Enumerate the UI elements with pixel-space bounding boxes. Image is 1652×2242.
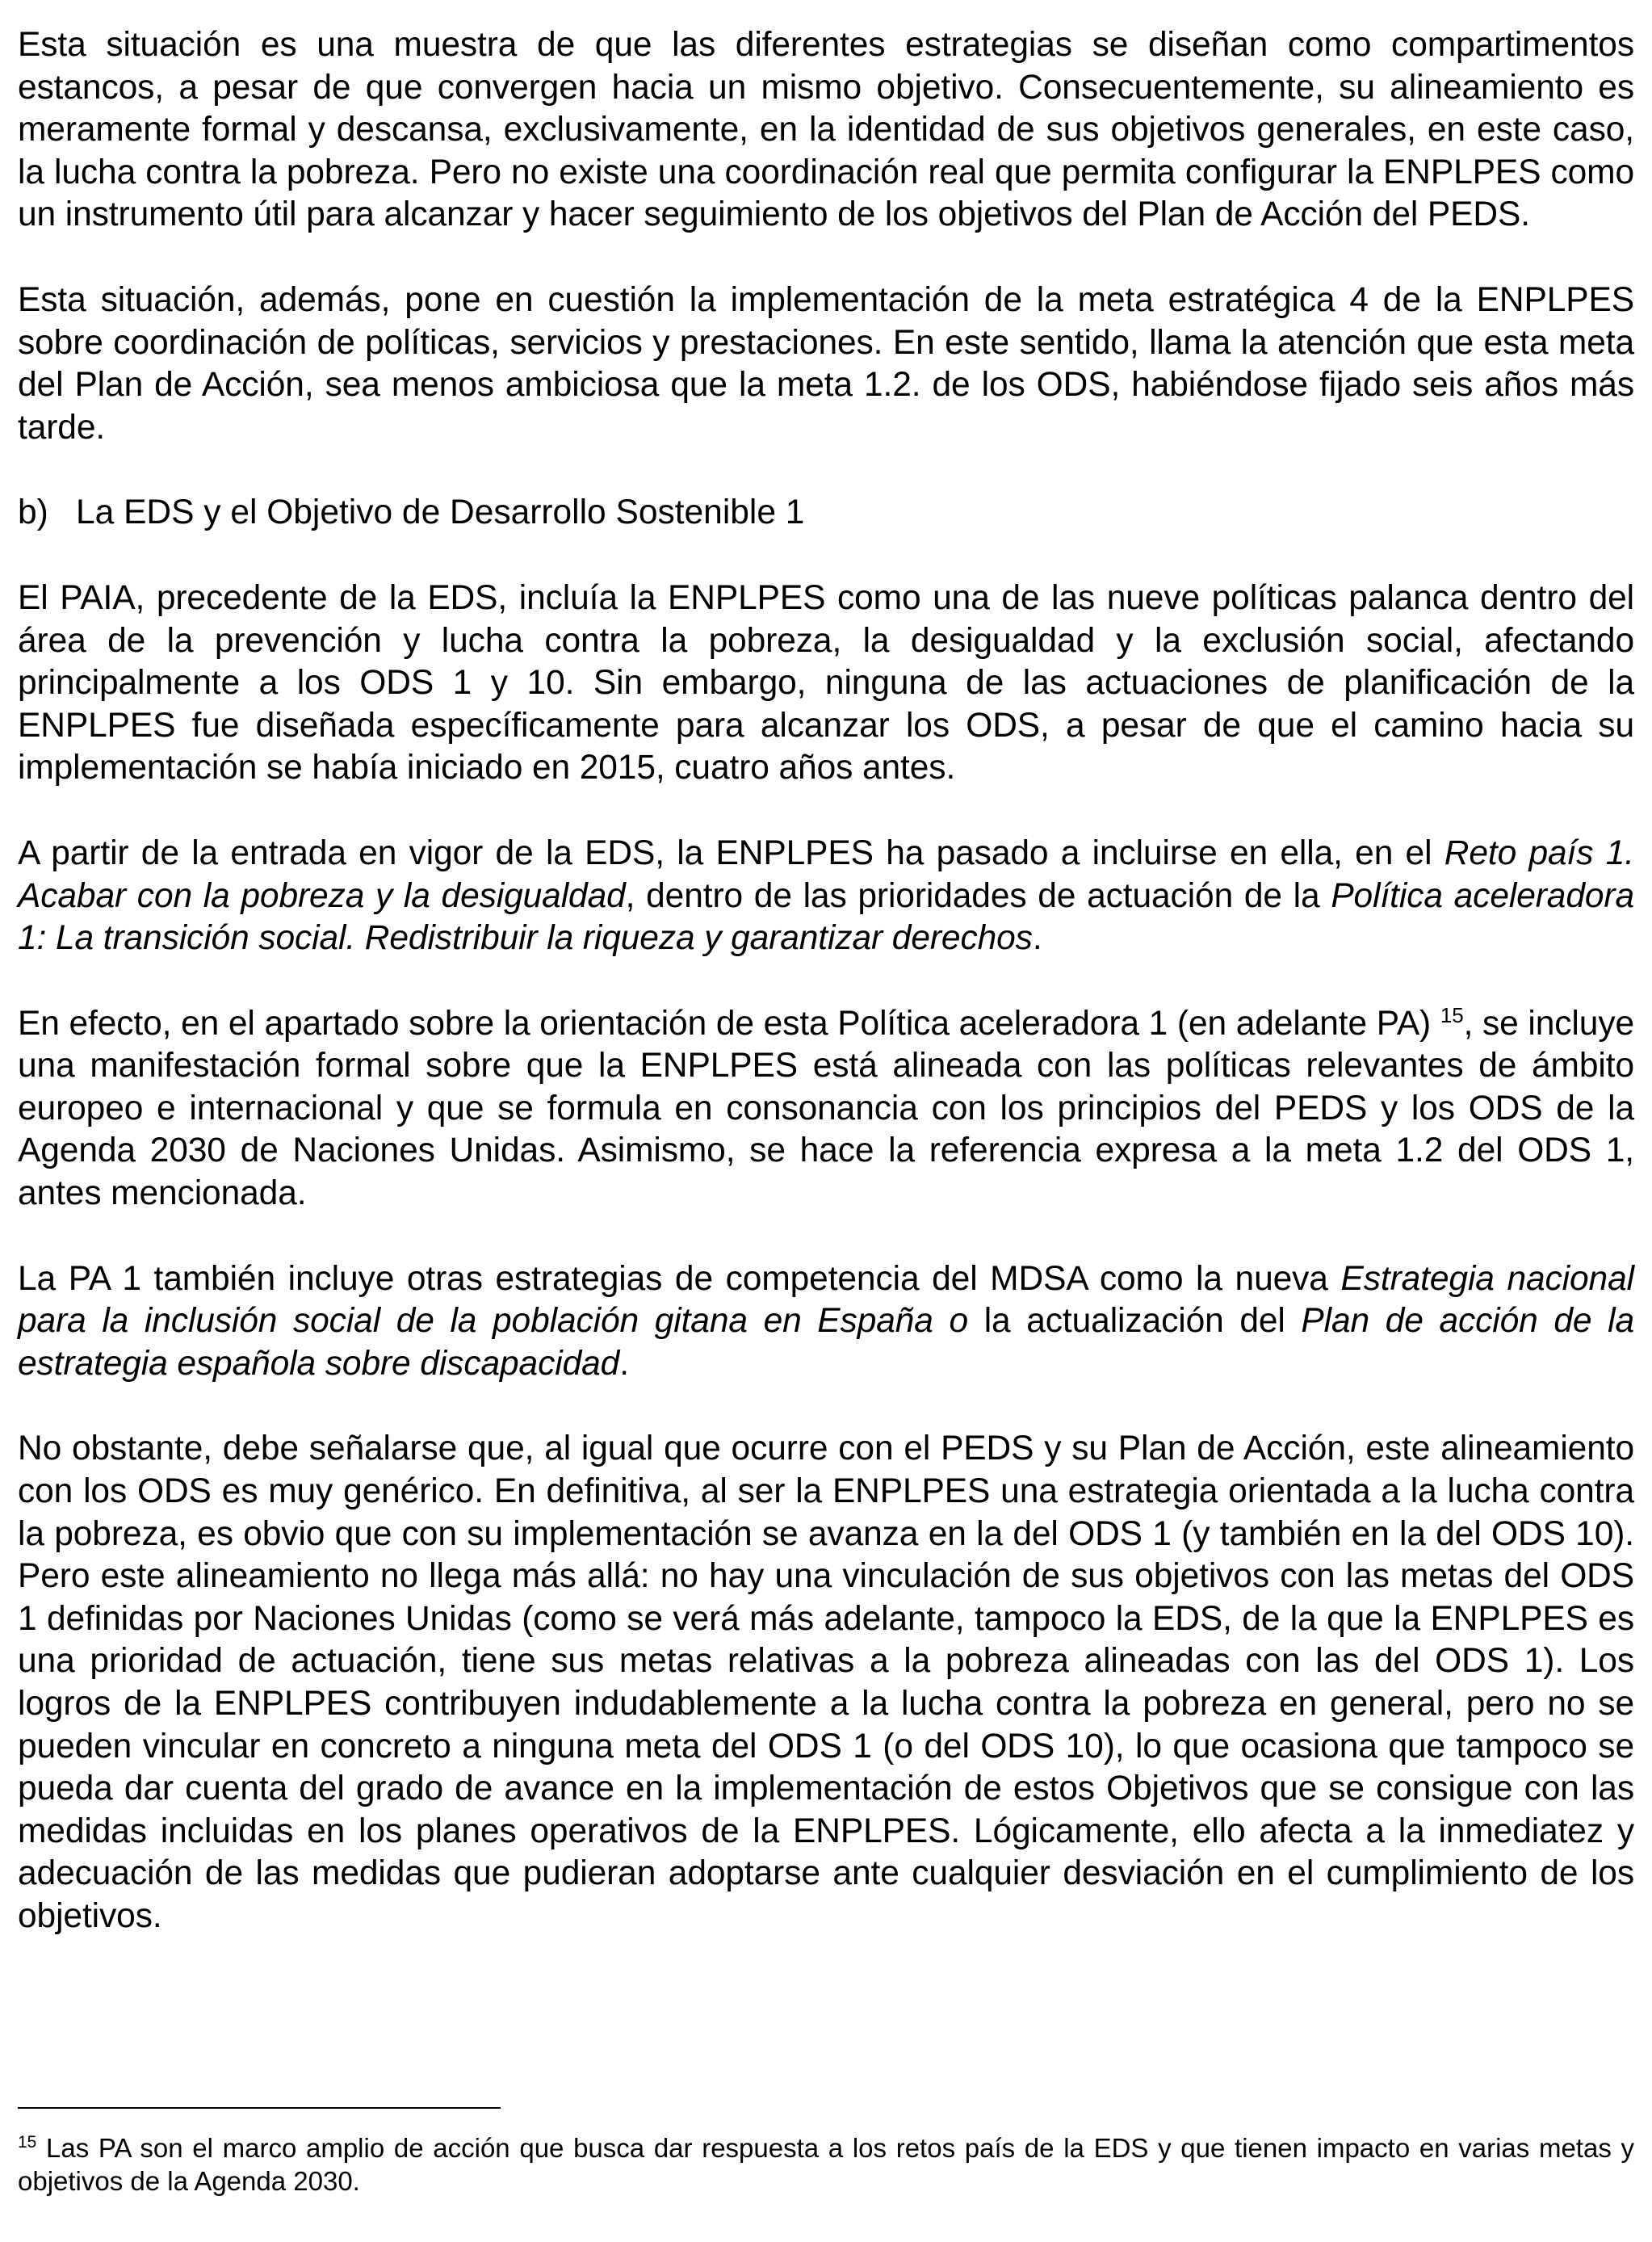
paragraph-3: El PAIA, precedente de la EDS, incluía la ENPLPES como una de las nueve políticas palanca dentro del área de la prevención y lucha contra la pobreza, la desigualdad y la exclusión social, afectando principalmente a los ODS 1 y 10. Sin embargo, ninguna de las actuaciones de planificación de la ENPLPES fue diseñada específicamente para alcanzar los ODS, a pesar de que el camino hacia su implementación se había iniciado en 2015, cuatro años antes. (18, 578, 1634, 787)
document-page (18, 24, 1634, 1981)
footnote-number: 15 (18, 2133, 37, 2152)
paragraph-6-end: . (619, 1344, 629, 1383)
paragraph-6 (18, 1258, 1634, 1386)
section-heading-text: La EDS y el Objetivo de Desarrollo Sostenible 1 (76, 493, 805, 532)
paragraph-1: Esta situación es una muestra de que las diferentes estrategias se diseñan como compartimentos estancos, a pesar de que convergen hacia un mismo objetivo. Consecuentemente, su alineamiento es meramente formal y descansa, exclusivamente, en la identidad de sus objetivos generales, en este caso, la lucha contra la pobreza. Pero no existe una coordinación real que permita configurar la ENPLPES como un instrumento útil para alcanzar y hacer seguimiento de los objetivos del Plan de Acción del PEDS. (18, 26, 1634, 234)
reto-pais-title: Reto país 1. Acabar con la pobreza y la desigualdad (18, 833, 1634, 915)
paragraph-4 (18, 833, 1634, 960)
estrategia-gitana-title: Estrategia nacional para la inclusión social de la población gitana en España o (18, 1259, 1634, 1341)
paragraph-7: No obstante, debe señalarse que, al igual que ocurre con el PEDS y su Plan de Acción, este alineamiento con los ODS es muy genérico. En definitiva, al ser la ENPLPES una estrategia orientada a la lucha contra la pobreza, es obvio que con su implementación se avanza en la del ODS 1 (y también en la del ODS 10). Pero este alineamiento no llega más allá: no hay una vinculación de sus objetivos con las metas del ODS 1 definidas por Naciones Unidas (como se verá más adelante, tampoco la EDS, de la que la ENPLPES es una prioridad de actuación, tiene sus metas relativas a la pobreza alineadas con las del ODS 1). Los logros de la ENPLPES contribuyen indudablemente a la lucha contra la pobreza en general, pero no se pueden vincular en concreto a ninguna meta del ODS 1 (o del ODS 10), lo que ocasiona que tampoco se pueda dar cuenta del grado de avance en la implementación de estos Objetivos que se consigue con las medidas incluidas en los planes operativos de la ENPLPES. Lógicamente, ello afecta a la inmediatez y adecuación de las medidas que pudieran adoptarse ante cualquier desviación en el cumplimiento de los objetivos. (18, 1430, 1634, 1935)
paragraph-4-text-2: , dentro de las prioridades de actuación de la (625, 876, 1331, 915)
plan-discapacidad-title: Plan de acción de la estrategia española sobre discapacidad (18, 1302, 1634, 1383)
paragraph-4-text: A partir de la entrada en vigor de la EDS, la ENPLPES ha pasado a incluirse en ella, en el (18, 833, 1444, 872)
paragraph-5-text: En efecto, en el apartado sobre la orientación de esta Política aceleradora 1 (en adelante PA) (18, 1004, 1440, 1043)
paragraph-2: Esta situación, además, pone en cuestión la implementación de la meta estratégica 4 de la ENPLPES sobre coordinación de políticas, servicios y prestaciones. En este sentido, llama la atención que esta meta del Plan de Acción, sea menos ambiciosa que la meta 1.2. de los ODS, habiéndose fijado seis años más tarde. (18, 280, 1634, 447)
footnote-reference[interactable]: 15 (1440, 1002, 1464, 1027)
section-marker: b) (18, 493, 48, 532)
footnote-separator (18, 2107, 501, 2109)
section-heading (18, 492, 1634, 535)
paragraph-5 (18, 1003, 1634, 1215)
footnote (18, 2132, 1634, 2198)
paragraph-4-end: . (1032, 919, 1042, 958)
paragraph-5-text-2: , se incluye una manifestación formal sobre que la ENPLPES está alineada con las políticas relevantes de ámbito europeo e internacional y que se formula en consonancia con los principios del PEDS y los ODS de la Agenda 2030 de Naciones Unidas. Asimismo, se hace la referencia expresa a la meta 1.2 del ODS 1, antes mencionada. (18, 1004, 1635, 1213)
politica-aceleradora-title: Política aceleradora 1: La transición social. Redistribuir la riqueza y garantizar derechos (18, 876, 1634, 958)
paragraph-6-text-2: la actualización del (968, 1302, 1302, 1341)
paragraph-6-text: La PA 1 también incluye otras estrategias de competencia del MDSA como la nueva (18, 1259, 1341, 1298)
footnote-text: Las PA son el marco amplio de acción que busca dar respuesta a los retos país de la EDS y que tienen impacto en varias metas y objetivos de la Agenda 2030. (18, 2133, 1634, 2196)
